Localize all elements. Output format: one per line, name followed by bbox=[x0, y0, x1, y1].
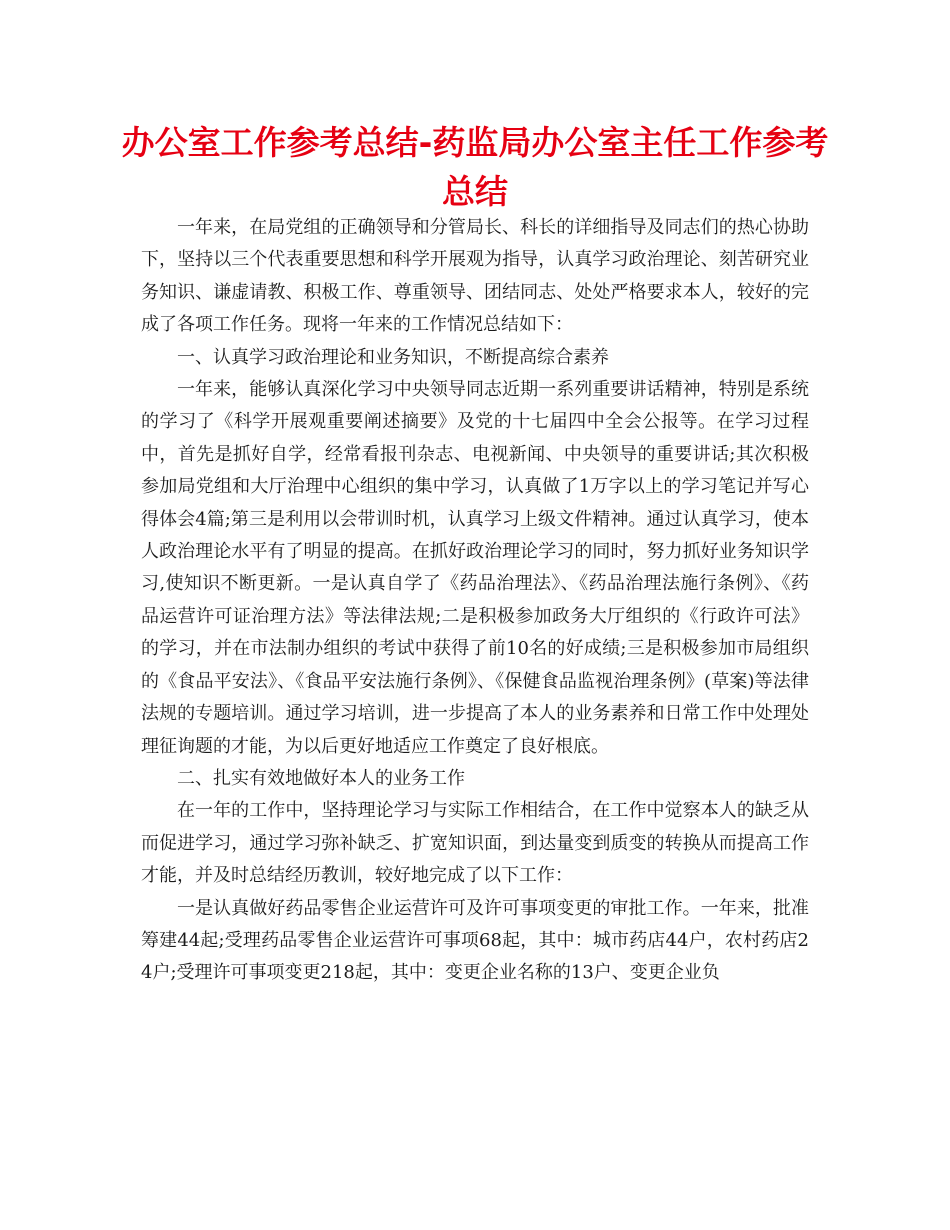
paragraph-work: 在一年的工作中，坚持理论学习与实际工作相结合，在工作中觉察本人的缺乏从而促进学习，通过学习弥补缺乏、扩宽知识面，到达量变到质变的转换从而提高工作才能，并及时总结经历教训，较好地完成了以下工作： bbox=[141, 800, 809, 887]
paragraph-intro: 一年来，在局党组的正确领导和分管局长、科长的详细指导及同志们的热心协助下，坚持以三个代表重要思想和科学开展观为指导，认真学习政治理论、刻苦研究业务知识、谦虚请教、积极工作、尊重领导、团结同志、处处严格要求本人，较好的完成了各项工作任务。现将一年来的工作情况总结如下： bbox=[141, 217, 809, 336]
section-heading-1: 一、认真学习政治理论和业务知识，不断提高综合素养 bbox=[177, 346, 609, 368]
document-body bbox=[141, 212, 809, 990]
paragraph-licensing: 一是认真做好药品零售企业运营许可及许可事项变更的审批工作。一年来，批准筹建44起;受理药品零售企业运营许可事项68起，其中：城市药店44户，农村药店24户;受理许可事项变更218起，其中：变更企业名称的13户、变更企业负 bbox=[141, 897, 809, 984]
section-heading-2: 二、扎实有效地做好本人的业务工作 bbox=[177, 767, 465, 789]
paragraph-study: 一年来，能够认真深化学习中央领导同志近期一系列重要讲话精神，特别是系统的学习了《科学开展观重要阐述摘要》及党的十七届四中全会公报等。在学习过程中，首先是抓好自学，经常看报刊杂志、电视新闻、中央领导的重要讲话;其次积极参加局党组和大厅治理中心组织的集中学习，认真做了1万字以上的学习笔记并写心得体会4篇;第三是利用以会带训时机，认真学习上级文件精神。通过认真学习，使本人政治理论水平有了明显的提高。在抓好政治理论学习的同时，努力抓好业务知识学习,使知识不断更新。一是认真自学了《药品治理法》、《药品治理法施行条例》、《药品运营许可证治理方法》等法律法规;二是积极参加政务大厅组织的《行政许可法》的学习，并在市法制办组织的考试中获得了前10名的好成绩;三是积极参加市局组织的《食品平安法》、《食品平安法施行条例》、《保健食品监视治理条例》(草案)等法律法规的专题培训。通过学习培训，进一步提高了本人的业务素养和日常工作中处理处理征询题的才能，为以后更好地适应工作奠定了良好根底。 bbox=[141, 379, 809, 757]
document-title: 办公室工作参考总结-药监局办公室主任工作参考总结 bbox=[121, 123, 829, 211]
